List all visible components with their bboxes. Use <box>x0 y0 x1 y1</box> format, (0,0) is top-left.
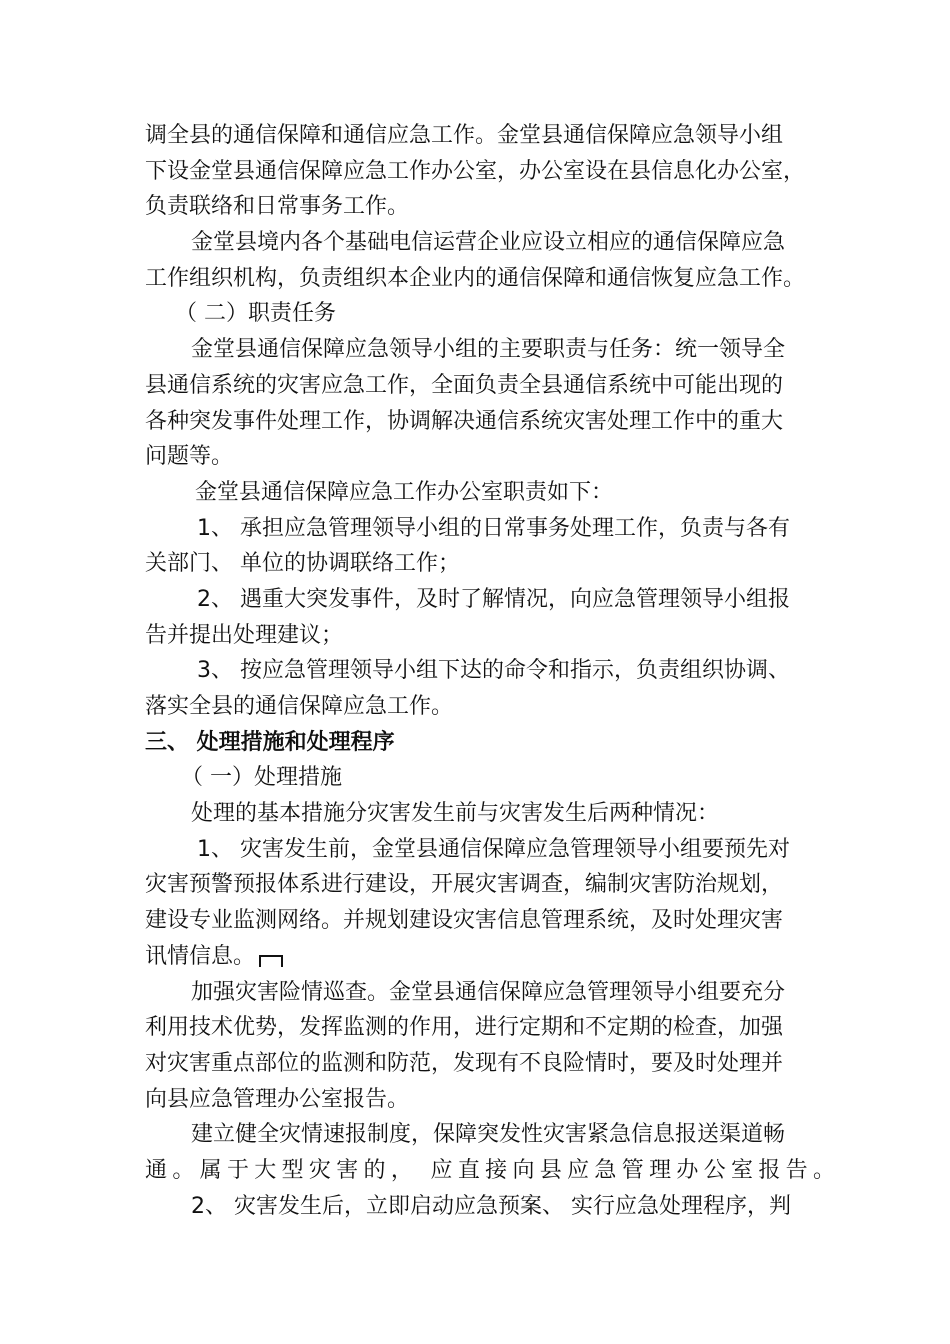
paragraph-line: 对灾害重点部位的监测和防范，发现有不良险情时，要及时处理并 <box>145 1050 784 1076</box>
paragraph-line: 利用技术优势，发挥监测的作用，进行定期和不定期的检查，加强 <box>145 1015 784 1041</box>
paragraph-line: 负责联络和日常事务工作。 <box>145 194 410 220</box>
paragraph-line: 金堂县通信保障应急工作办公室职责如下： <box>195 479 614 505</box>
paragraph-line: 工作组织机构，负责组织本企业内的通信保障和通信恢复应急工作。 <box>145 265 806 291</box>
paragraph-line: 金堂县境内各个基础电信运营企业应设立相应的通信保障应急 <box>191 230 786 256</box>
paragraph-line: 通。属于大型灾害的， 应直接向县应急管理办公室报告。 <box>145 1157 835 1183</box>
list-item: 1、 承担应急管理领导小组的日常事务处理工作，负责与各有 <box>197 515 790 541</box>
paragraph-line: 调全县的通信保障和通信应急工作。金堂县通信保障应急领导小组 <box>145 123 784 148</box>
body-text <box>145 118 835 1224</box>
paragraph-line: 落实全县的通信保障应急工作。 <box>145 694 454 719</box>
section-subheading: （ 二）职责任务 <box>175 301 336 327</box>
list-item: 2、 遇重大突发事件，及时了解情况，向应急管理领导小组报 <box>197 586 790 612</box>
paragraph-line: 灾害预警预报体系进行建设，开展灾害调查，编制灾害防治规划， <box>145 872 784 898</box>
paragraph-line <box>145 939 835 975</box>
paragraph-line: 加强灾害险情巡查。金堂县通信保障应急管理领导小组要充分 <box>191 979 786 1005</box>
section-subheading: （ 一）处理措施 <box>181 765 342 791</box>
paragraph-line: 告并提出处理建议； <box>145 622 344 648</box>
paragraph-line: 建立健全灾情速报制度，保障突发性灾害紧急信息报送渠道畅 <box>191 1122 786 1148</box>
list-item: 3、 按应急管理领导小组下达的命令和指示，负责组织协调、 <box>197 658 790 684</box>
section-heading: 三、 处理措施和处理程序 <box>145 729 395 755</box>
paragraph-text: 讯情信息。 <box>145 943 256 969</box>
paragraph-line: 关部门、 单位的协调联络工作； <box>145 551 460 577</box>
paragraph-line: 问题等。 <box>145 444 234 470</box>
paragraph-line: 下设金堂县通信保障应急工作办公室，办公室设在县信息化办公室， <box>145 158 806 184</box>
paragraph-line: 各种突发事件处理工作，协调解决通信系统灾害处理工作中的重大 <box>145 408 784 434</box>
paragraph-line: 建设专业监测网络。并规划建设灾害信息管理系统，及时处理灾害 <box>145 908 784 934</box>
paragraph-line: 金堂县通信保障应急领导小组的主要职责与任务：统一领导全 <box>191 337 786 363</box>
bracket-mark-icon <box>259 955 283 967</box>
list-item: 2、 灾害发生后，立即启动应急预案、 实行应急处理程序，判 <box>191 1193 791 1219</box>
list-item: 1、 灾害发生前，金堂县通信保障应急管理领导小组要预先对 <box>197 836 790 862</box>
paragraph-line: 县通信系统的灾害应急工作，全面负责全县通信系统中可能出现的 <box>145 372 784 398</box>
paragraph-line: 处理的基本措施分灾害发生前与灾害发生后两种情况： <box>191 801 720 827</box>
paragraph-line: 向县应急管理办公室报告。 <box>145 1086 410 1112</box>
